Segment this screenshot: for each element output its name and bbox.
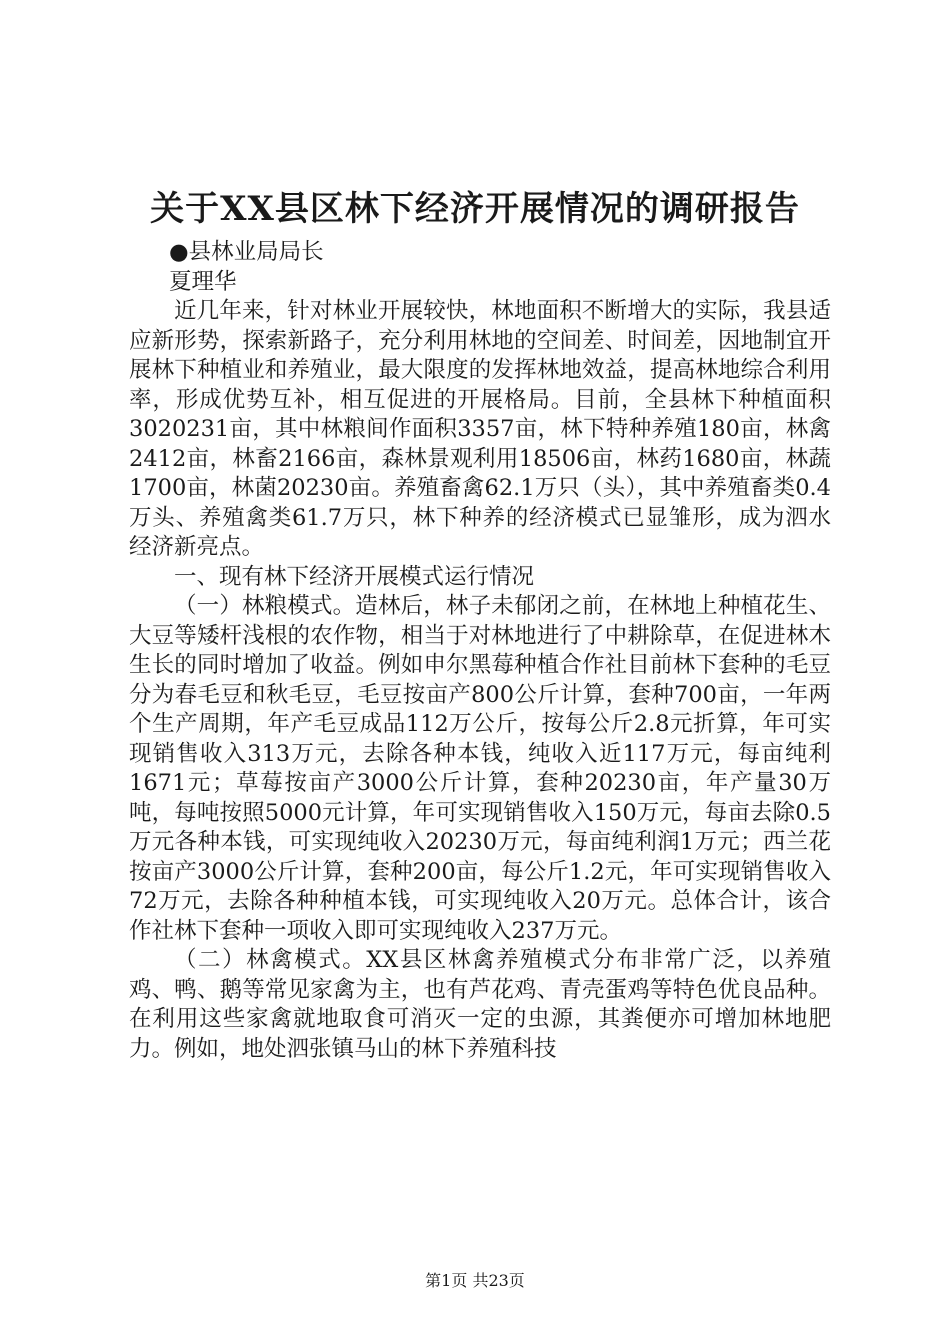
page-footer: 第1页 共23页 (425, 1271, 525, 1290)
document-title: 关于XX县区林下经济开展情况的调研报告 (150, 189, 800, 229)
section-heading: 一、现有林下经济开展模式运行情况 (174, 563, 535, 590)
author-line: ●县林业局局长 (169, 239, 324, 265)
paragraph-forest-grain: （一）林粮模式。造林后，林子未郁闭之前，在林地上种植花生、大豆等矮杆浅根的农作物，相当于对林地进行了中耕除草，在促进林木生长的同时增加了收益。例如申尔黑莓种植合作社目前林下套种的毛豆分为春毛豆和秋毛豆，毛豆按亩产800公斤计算，套种700亩，一年两个生产周期，年产毛豆成品112万公斤，按每公斤2.8元折算，年可实现销售收入313万元，去除各种本钱，纯收入近117万元，每亩纯利1671元；草莓按亩产3000公斤计算，套种20230亩，年产量30万吨，每吨按照5000元计算，年可实现销售收入150万元，每亩去除0.5万元各种本钱，可实现纯收入20230万元，每亩纯利润1万元；西兰花按亩产3000公斤计算，套种200亩，每公斤1.2元，年可实现销售收入72万元，去除各种种植本钱，可实现纯收入20万元。总体合计，该合作社林下套种一项收入即可实现纯收入237万元。 (129, 593, 831, 944)
document-body (129, 238, 831, 1064)
author-name: 夏理华 (169, 268, 237, 295)
paragraph-intro: 近几年来，针对林业开展较快，林地面积不断增大的实际，我县适应新形势，探索新路子，充分利用林地的空间差、时间差，因地制宜开展林下种植业和养殖业，最大限度的发挥林地效益，提高林地综合利用率，形成优势互补，相互促进的开展格局。目前，全县林下种植面积3020231亩，其中林粮间作面积3357亩，林下特种养殖180亩，林禽2412亩，林畜2166亩，森林景观利用18506亩，林药1680亩，林蔬1700亩，林菌20230亩。养殖畜禽62.1万只（头），其中养殖畜类0.4万头、养殖禽类61.7万只，林下种养的经济模式已显雏形，成为泗水经济新亮点。 (129, 298, 831, 560)
paragraph-forest-poultry: （二）林禽模式。XX县区林禽养殖模式分布非常广泛，以养殖鸡、鸭、鹅等常见家禽为主，也有芦花鸡、青壳蛋鸡等特色优良品种。在利用这些家禽就地取食可消灭一定的虫源，其粪便亦可增加林地肥力。例如，地处泗张镇马山的林下养殖科技 (129, 947, 831, 1062)
